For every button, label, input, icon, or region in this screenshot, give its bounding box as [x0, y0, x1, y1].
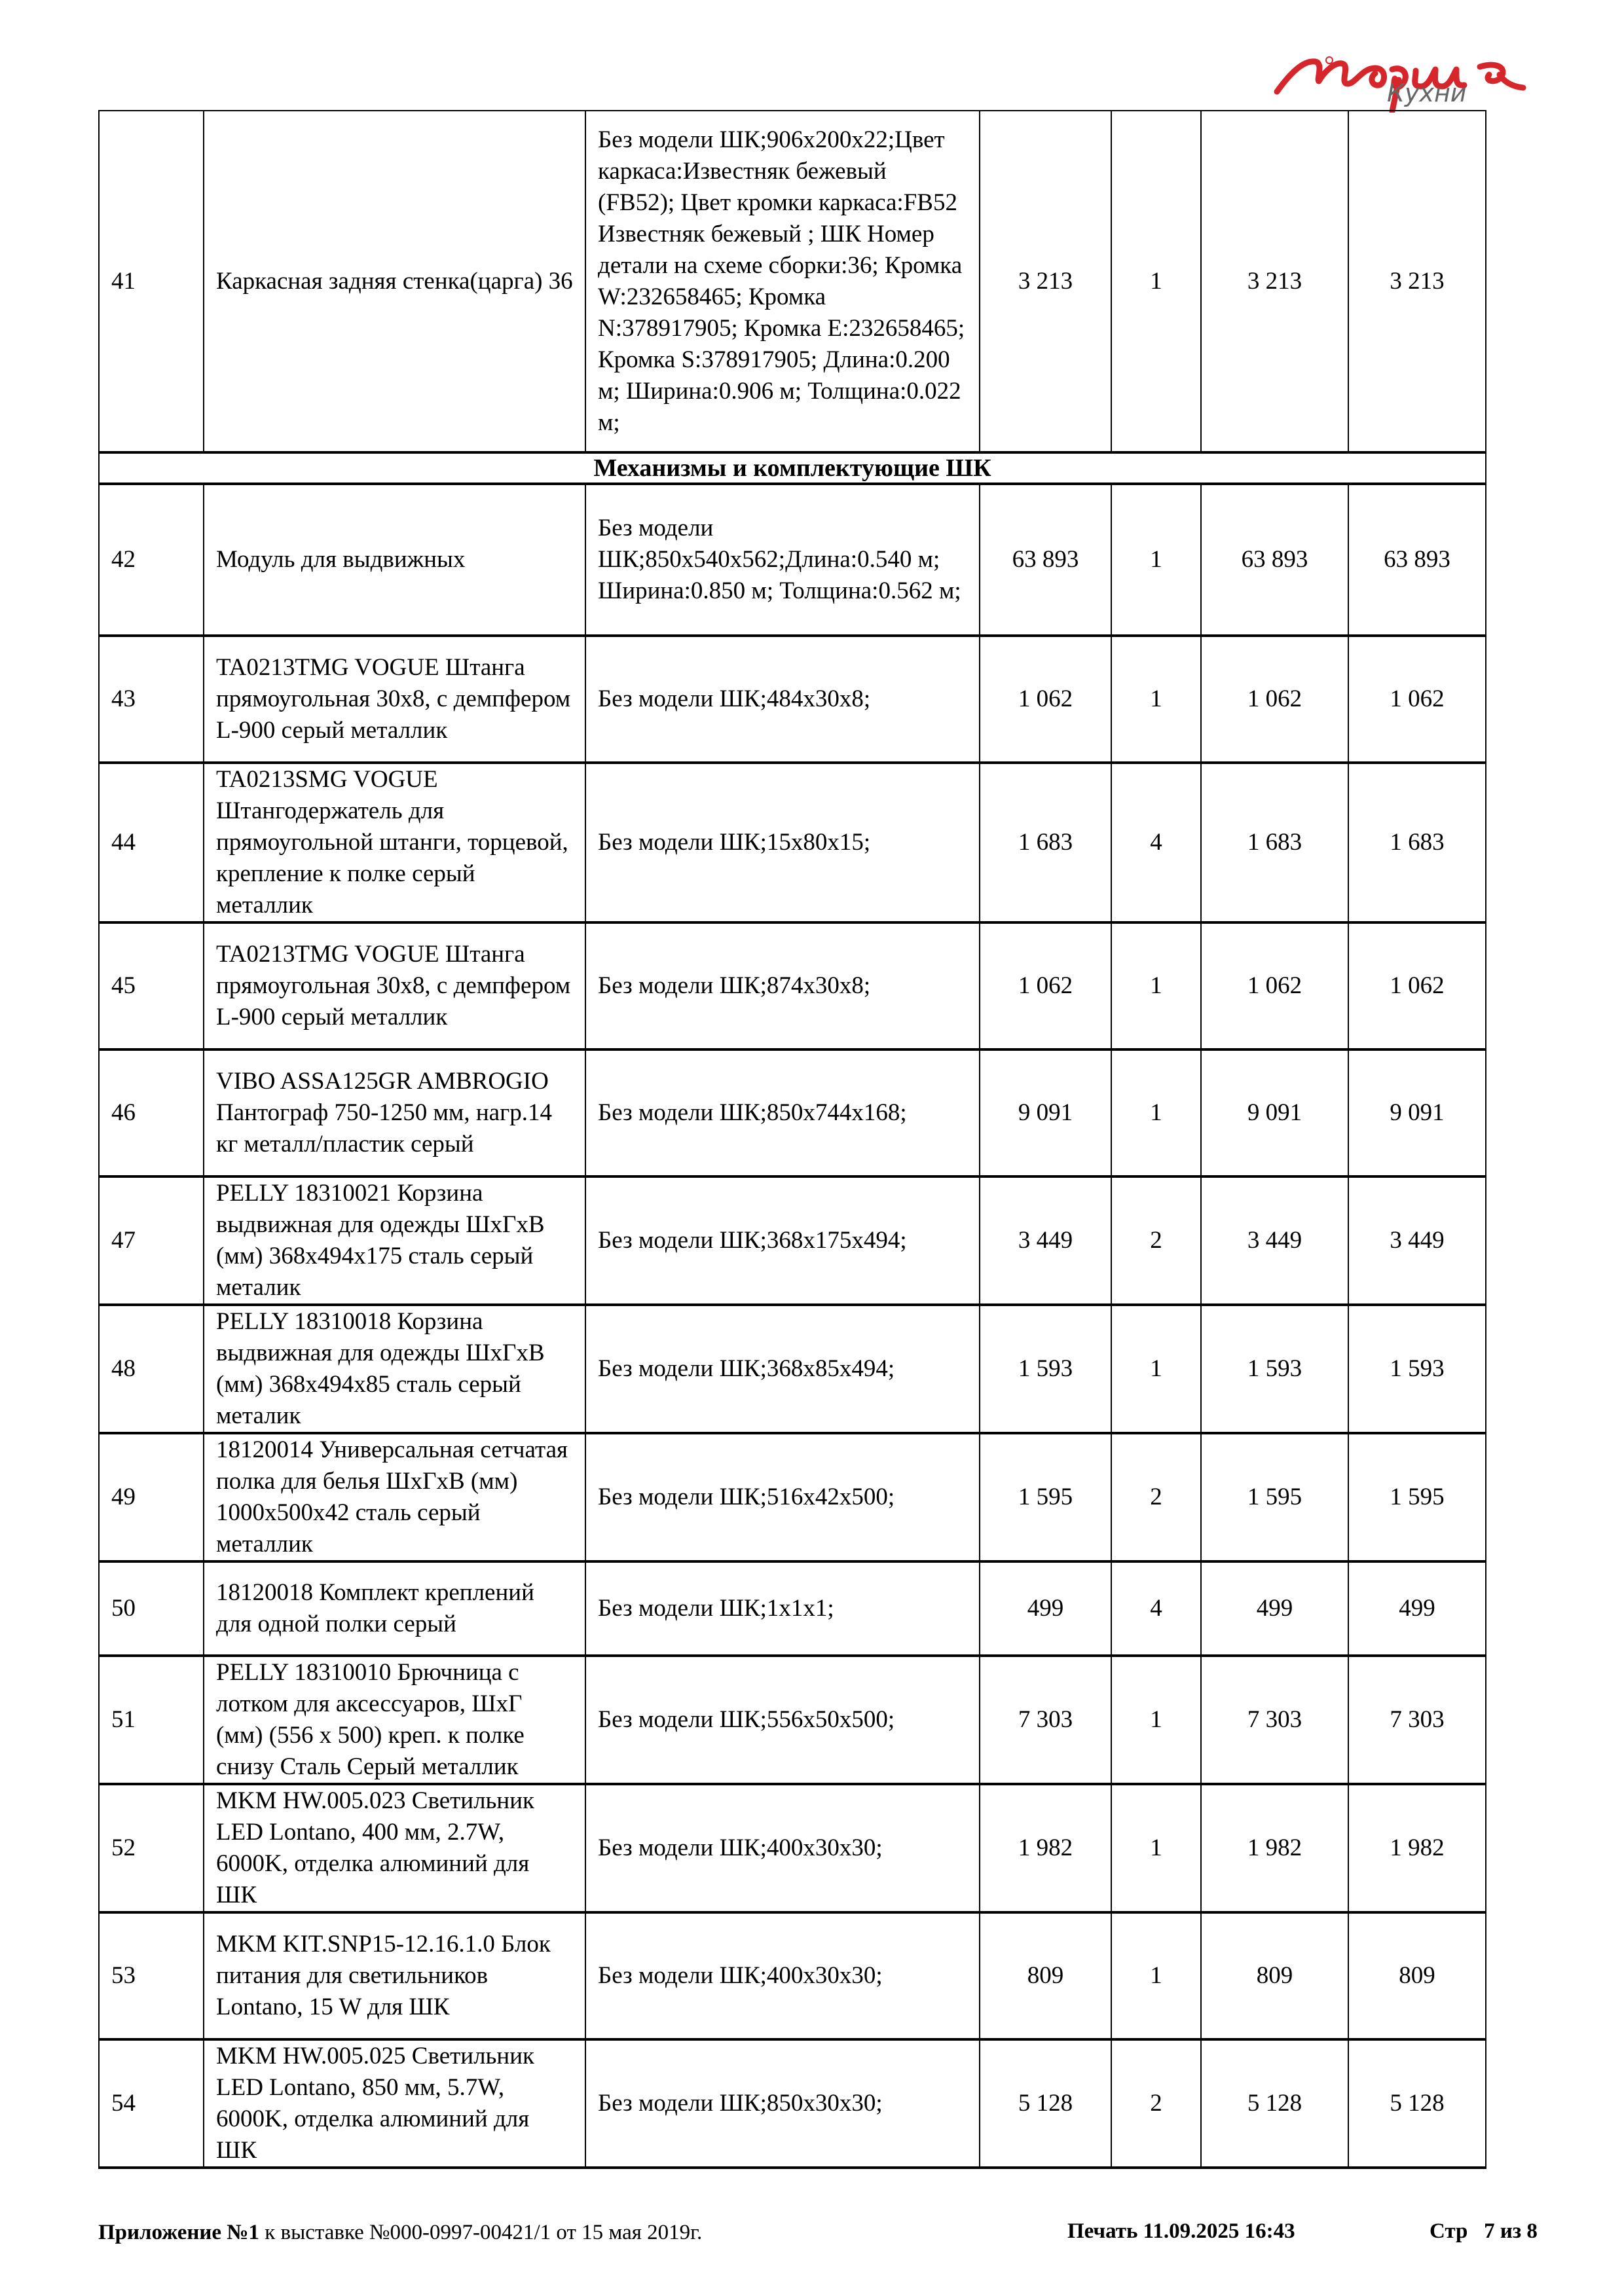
item-sum: 9 091 [1348, 1049, 1486, 1176]
table-row [99, 111, 1486, 452]
table-row [99, 1433, 1486, 1561]
row-number: 44 [99, 763, 204, 922]
row-number: 46 [99, 1049, 204, 1176]
item-name: MKM KIT.SNP15-12.16.1.0 Блок питания для светильников Lontano, 15 W для ШК [204, 1912, 585, 2039]
item-quantity: 2 [1111, 1433, 1201, 1561]
item-price-discount: 1 595 [1201, 1433, 1348, 1561]
footer-appendix-rest: к выставке №000-0997-00421/1 от 15 мая 2019г. [259, 2221, 703, 2244]
item-sum: 1 062 [1348, 636, 1486, 763]
item-quantity: 4 [1111, 1561, 1201, 1656]
section-title: Механизмы и комплектующие ШК [99, 452, 1486, 484]
item-description: Без модели ШК;484x30x8; [585, 636, 980, 763]
item-price-discount: 5 128 [1201, 2039, 1348, 2168]
item-description: Без модели ШК;368x175x494; [585, 1176, 980, 1305]
table-row [99, 1305, 1486, 1433]
row-number: 51 [99, 1656, 204, 1784]
item-sum: 5 128 [1348, 2039, 1486, 2168]
item-price: 1 062 [980, 636, 1111, 763]
item-description: Без модели ШК;1x1x1; [585, 1561, 980, 1656]
item-description: Без модели ШК;516x42x500; [585, 1433, 980, 1561]
item-price: 809 [980, 1912, 1111, 2039]
table-row [99, 1176, 1486, 1305]
item-price: 1 982 [980, 1784, 1111, 1912]
item-price: 7 303 [980, 1656, 1111, 1784]
table-row [99, 1784, 1486, 1912]
table-body-before [99, 111, 1486, 452]
item-sum: 3 449 [1348, 1176, 1486, 1305]
item-price-discount: 1 683 [1201, 763, 1348, 922]
item-name: PELLY 18310010 Брючница с лотком для аксессуаров, ШхГ (мм) (556 х 500) креп. к полке снизу Сталь Серый металлик [204, 1656, 585, 1784]
footer-appendix [98, 2221, 702, 2245]
item-name: Модуль для выдвижных [204, 484, 585, 636]
item-price-discount: 1 982 [1201, 1784, 1348, 1912]
table-row [99, 763, 1486, 922]
item-sum: 1 593 [1348, 1305, 1486, 1433]
row-number: 43 [99, 636, 204, 763]
item-name: TA0213SMG VOGUE Штангодержатель для прямоугольной штанги, торцевой, крепление к полке серый металлик [204, 763, 585, 922]
item-price-discount: 9 091 [1201, 1049, 1348, 1176]
row-number: 53 [99, 1912, 204, 2039]
item-quantity: 1 [1111, 636, 1201, 763]
table-row [99, 484, 1486, 636]
row-number: 52 [99, 1784, 204, 1912]
table-row [99, 1912, 1486, 2039]
item-description: Без модели ШК;15x80x15; [585, 763, 980, 922]
row-number: 50 [99, 1561, 204, 1656]
item-description: Без модели ШК;368x85x494; [585, 1305, 980, 1433]
item-sum: 499 [1348, 1561, 1486, 1656]
item-price: 3 449 [980, 1176, 1111, 1305]
item-description: Без модели ШК;874x30x8; [585, 922, 980, 1049]
item-quantity: 2 [1111, 2039, 1201, 2168]
row-number: 42 [99, 484, 204, 636]
footer-print-date: Печать 11.09.2025 16:43 [1067, 2219, 1295, 2243]
item-quantity: 4 [1111, 763, 1201, 922]
table-row [99, 2039, 1486, 2168]
section-header-group [99, 452, 1486, 484]
item-name: MKM HW.005.023 Светильник LED Lontano, 400 мм, 2.7W, 6000K, отделка алюминий для ШК [204, 1784, 585, 1912]
item-quantity: 1 [1111, 922, 1201, 1049]
item-price-discount: 3 213 [1201, 111, 1348, 452]
item-quantity: 1 [1111, 484, 1201, 636]
row-number: 48 [99, 1305, 204, 1433]
table-row [99, 1049, 1486, 1176]
item-name: PELLY 18310021 Корзина выдвижная для одежды ШхГхВ (мм) 368х494х175 сталь серый металик [204, 1176, 585, 1305]
item-price: 63 893 [980, 484, 1111, 636]
item-description: Без модели ШК;400x30x30; [585, 1912, 980, 2039]
item-price-discount: 1 062 [1201, 922, 1348, 1049]
row-number: 54 [99, 2039, 204, 2168]
section-header-row [99, 452, 1486, 484]
item-description: Без модели ШК;906x200x22;Цвет каркаса:Известняк бежевый (FB52); Цвет кромки каркаса:FB52 Известняк бежевый ; ШК Номер детали на схеме сборки:36; Кромка W:232658465; Кромка N:378917905; Кромка E:232658465; Кромка S:378917905; Длина:0.200 м; Ширина:0.906 м; Толщина:0.022 м; [585, 111, 980, 452]
footer-page-number: Стр 7 из 8 [1430, 2219, 1538, 2243]
item-price-discount: 3 449 [1201, 1176, 1348, 1305]
row-number: 45 [99, 922, 204, 1049]
item-name: VIBO ASSA125GR AMBROGIO Пантограф 750-1250 мм, нагр.14 кг металл/пластик серый [204, 1049, 585, 1176]
item-price-discount: 63 893 [1201, 484, 1348, 636]
item-price: 1 683 [980, 763, 1111, 922]
item-description: Без модели ШК;556x50x500; [585, 1656, 980, 1784]
item-name: TA0213TMG VOGUE Штанга прямоугольная 30х8, с демпфером L-900 серый металлик [204, 636, 585, 763]
item-name: 18120018 Комплект креплений для одной полки серый [204, 1561, 585, 1656]
table-row [99, 1561, 1486, 1656]
row-number: 47 [99, 1176, 204, 1305]
table-row [99, 922, 1486, 1049]
item-price: 1 595 [980, 1433, 1111, 1561]
item-quantity: 2 [1111, 1176, 1201, 1305]
item-description: Без модели ШК;850x30x30; [585, 2039, 980, 2168]
item-quantity: 1 [1111, 111, 1201, 452]
item-sum: 1 595 [1348, 1433, 1486, 1561]
item-price-discount: 1 062 [1201, 636, 1348, 763]
item-price-discount: 7 303 [1201, 1656, 1348, 1784]
item-price-discount: 499 [1201, 1561, 1348, 1656]
item-name: Каркасная задняя стенка(царга) 36 [204, 111, 585, 452]
item-description: Без модели ШК;850x540x562;Длина:0.540 м; Ширина:0.850 м; Толщина:0.562 м; [585, 484, 980, 636]
row-number: 41 [99, 111, 204, 452]
table-row [99, 636, 1486, 763]
logo-subtitle: Кухни [1387, 79, 1467, 107]
item-price: 1 062 [980, 922, 1111, 1049]
item-quantity: 1 [1111, 1656, 1201, 1784]
table-row [99, 1656, 1486, 1784]
item-price: 3 213 [980, 111, 1111, 452]
item-sum: 1 683 [1348, 763, 1486, 922]
item-quantity: 1 [1111, 1784, 1201, 1912]
item-price-discount: 809 [1201, 1912, 1348, 2039]
item-quantity: 1 [1111, 1049, 1201, 1176]
item-sum: 1 982 [1348, 1784, 1486, 1912]
item-sum: 3 213 [1348, 111, 1486, 452]
item-sum: 7 303 [1348, 1656, 1486, 1784]
item-sum: 809 [1348, 1912, 1486, 2039]
item-name: MKM HW.005.025 Светильник LED Lontano, 850 мм, 5.7W, 6000K, отделка алюминий для ШК [204, 2039, 585, 2168]
item-description: Без модели ШК;400x30x30; [585, 1784, 980, 1912]
specification-table [98, 110, 1486, 2169]
item-price: 5 128 [980, 2039, 1111, 2168]
item-price-discount: 1 593 [1201, 1305, 1348, 1433]
item-price: 9 091 [980, 1049, 1111, 1176]
item-sum: 1 062 [1348, 922, 1486, 1049]
item-price: 499 [980, 1561, 1111, 1656]
item-description: Без модели ШК;850x744x168; [585, 1049, 980, 1176]
table-body [99, 484, 1486, 2168]
footer-appendix-bold: Приложение №1 [98, 2221, 259, 2244]
item-name: 18120014 Универсальная сетчатая полка для белья ШхГхВ (мм) 1000х500х42 сталь серый металлик [204, 1433, 585, 1561]
item-quantity: 1 [1111, 1912, 1201, 2039]
item-price: 1 593 [980, 1305, 1111, 1433]
item-quantity: 1 [1111, 1305, 1201, 1433]
item-name: TA0213TMG VOGUE Штанга прямоугольная 30х8, с демпфером L-900 серый металлик [204, 922, 585, 1049]
item-sum: 63 893 [1348, 484, 1486, 636]
row-number: 49 [99, 1433, 204, 1561]
item-name: PELLY 18310018 Корзина выдвижная для одежды ШхГхВ (мм) 368х494х85 сталь серый металик [204, 1305, 585, 1433]
